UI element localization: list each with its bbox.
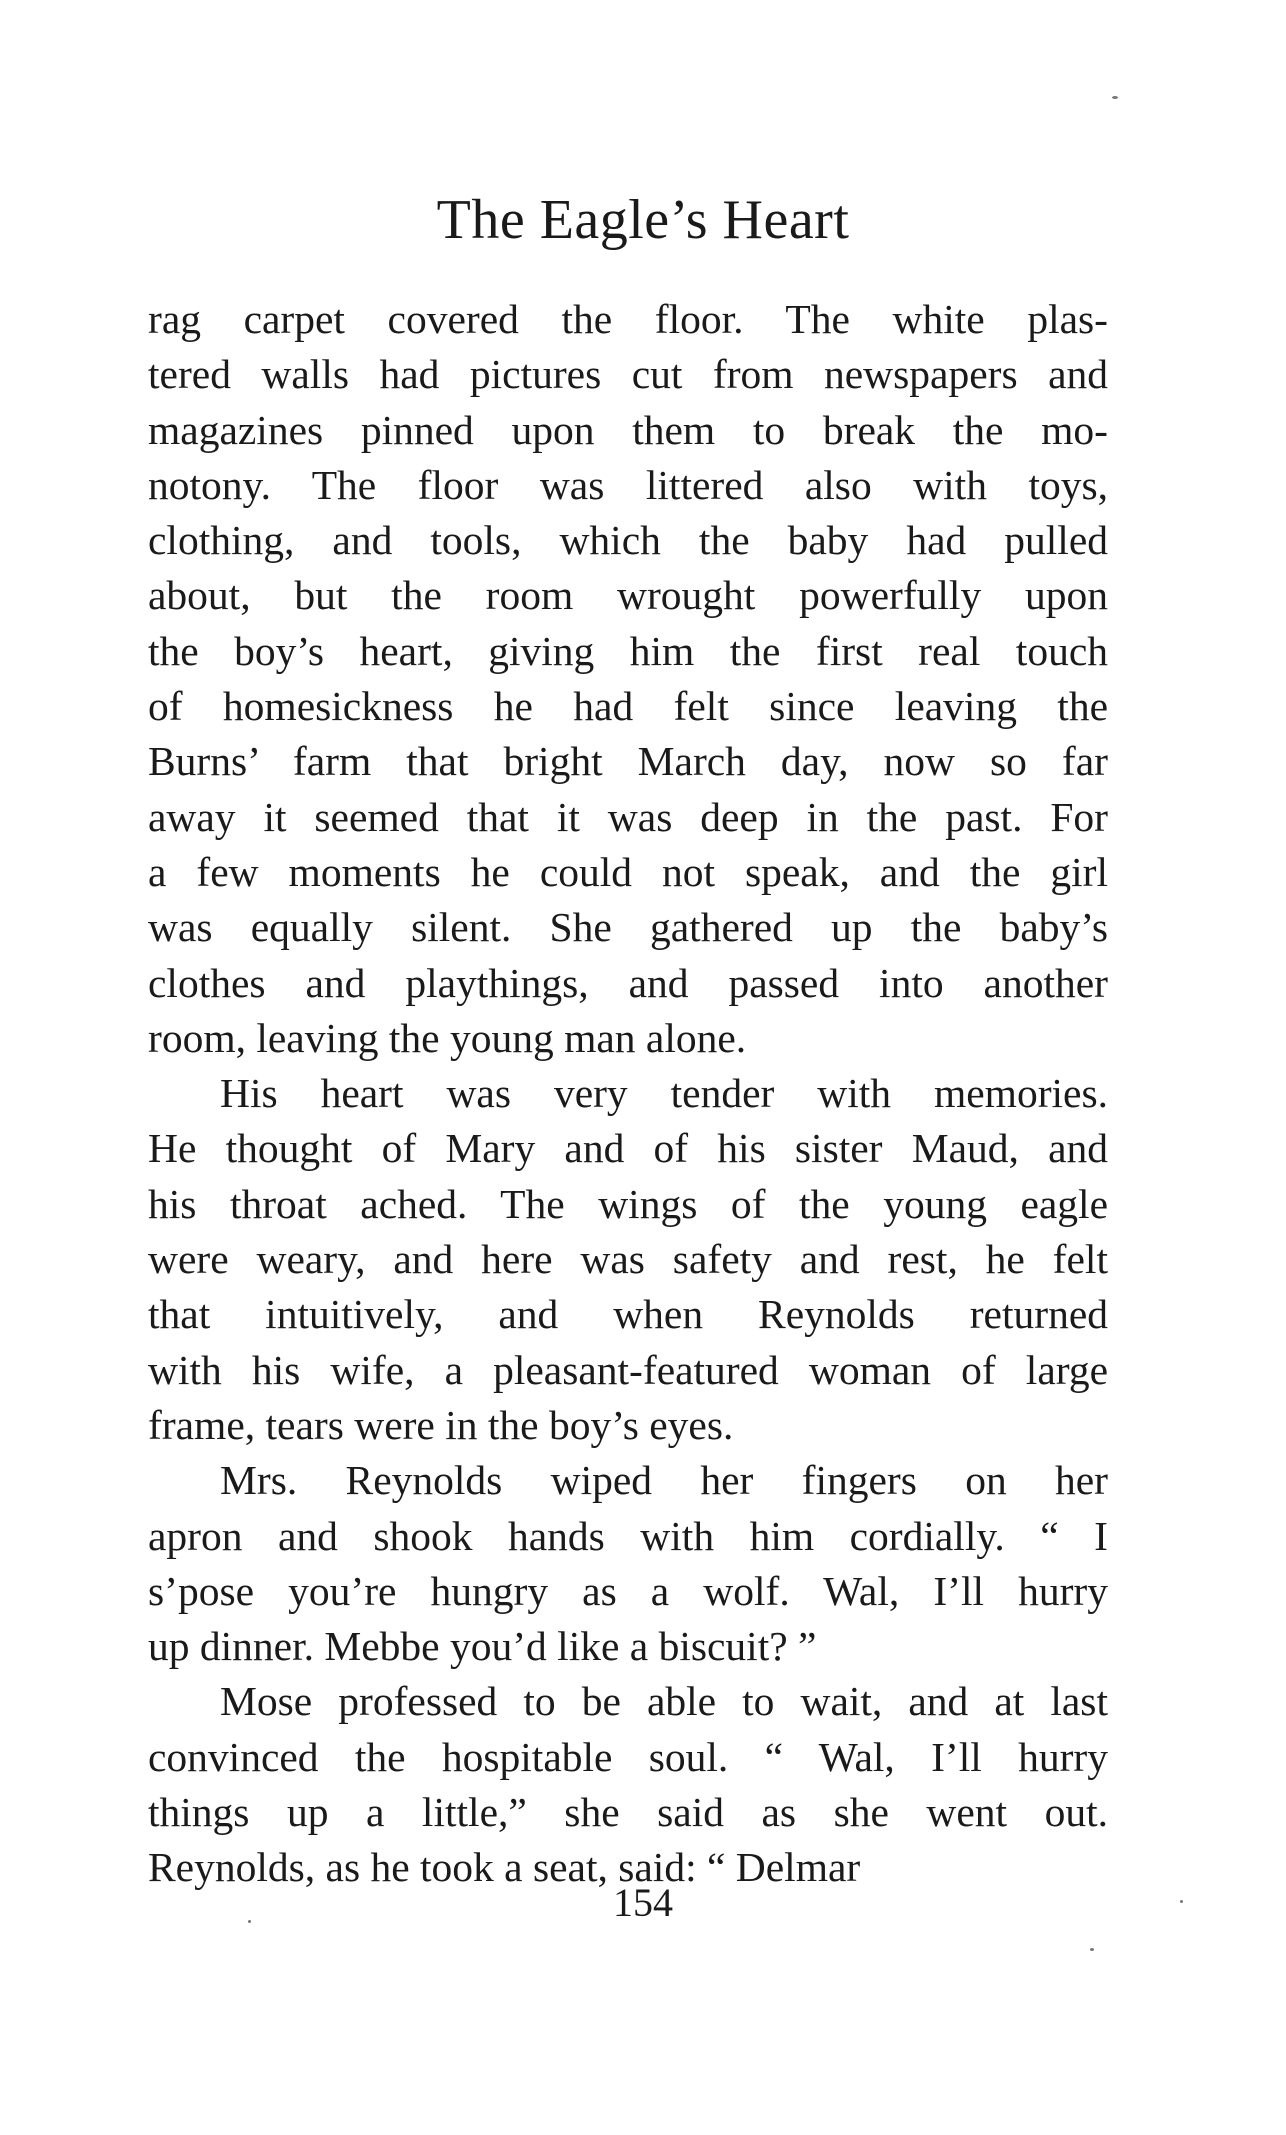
text-line: a few moments he could not speak, and the girl <box>148 848 1108 895</box>
paragraph <box>148 1674 1108 1895</box>
text-line: of homesickness he had felt since leaving the <box>148 683 1108 730</box>
paper-speck <box>1090 1948 1094 1951</box>
text-line: frame, tears were in the boy’s eyes. <box>148 1401 734 1448</box>
text-line: clothes and playthings, and passed into another <box>148 959 1108 1006</box>
running-head: The Eagle’s Heart <box>436 189 850 251</box>
text-line: things up a little,” she said as she went out. <box>148 1789 1108 1836</box>
paper-speck <box>1112 96 1118 99</box>
text-line: his throat ached. The wings of the young eagle <box>148 1180 1108 1227</box>
text-line: up dinner. Mebbe you’d like a biscuit? ” <box>148 1623 817 1670</box>
text-line: rag carpet covered the floor. The white plas- <box>148 296 1108 342</box>
paragraph <box>148 292 1108 1066</box>
text-line: were weary, and here was safety and rest, he felt <box>148 1236 1108 1283</box>
text-line: Mose professed to be able to wait, and at last <box>220 1678 1108 1725</box>
text-line: about, but the room wrought powerfully upon <box>148 572 1108 619</box>
text-line: His heart was very tender with memories. <box>220 1070 1108 1117</box>
text-line: convinced the hospitable soul. “ Wal, I’ll hurry <box>148 1733 1108 1780</box>
text-line: the boy’s heart, giving him the first real touch <box>148 627 1108 674</box>
text-line: Burns’ farm that bright March day, now so far <box>148 738 1108 785</box>
text-line: away it seemed that it was deep in the past. For <box>148 793 1108 840</box>
text-line: was equally silent. She gathered up the baby’s <box>148 904 1108 951</box>
text-line: tered walls had pictures cut from newspapers and <box>148 351 1108 398</box>
text-line: that intuitively, and when Reynolds returned <box>148 1291 1108 1338</box>
text-line: He thought of Mary and of his sister Maud, and <box>148 1125 1108 1172</box>
paper-speck <box>248 1920 251 1923</box>
text-line: notony. The floor was littered also with toys, <box>148 461 1108 508</box>
text-line: apron and shook hands with him cordially. “ I <box>148 1512 1108 1559</box>
text-line: Reynolds, as he took a seat, said: “ Delmar <box>148 1844 861 1891</box>
text-line: with his wife, a pleasant-featured woman of large <box>148 1346 1108 1393</box>
text-line: Mrs. Reynolds wiped her fingers on her <box>220 1457 1108 1504</box>
text-line: magazines pinned upon them to break the mo- <box>148 406 1108 453</box>
text-line: s’pose you’re hungry as a wolf. Wal, I’ll hurry <box>148 1567 1108 1614</box>
paper-speck <box>1180 1900 1183 1903</box>
text-line: clothing, and tools, which the baby had pulled <box>148 517 1108 564</box>
text-line: room, leaving the young man alone. <box>148 1014 747 1061</box>
body-text <box>148 292 1108 1896</box>
paragraph <box>148 1453 1108 1674</box>
page-number: 154 <box>613 1880 673 1925</box>
paragraph <box>148 1066 1108 1453</box>
